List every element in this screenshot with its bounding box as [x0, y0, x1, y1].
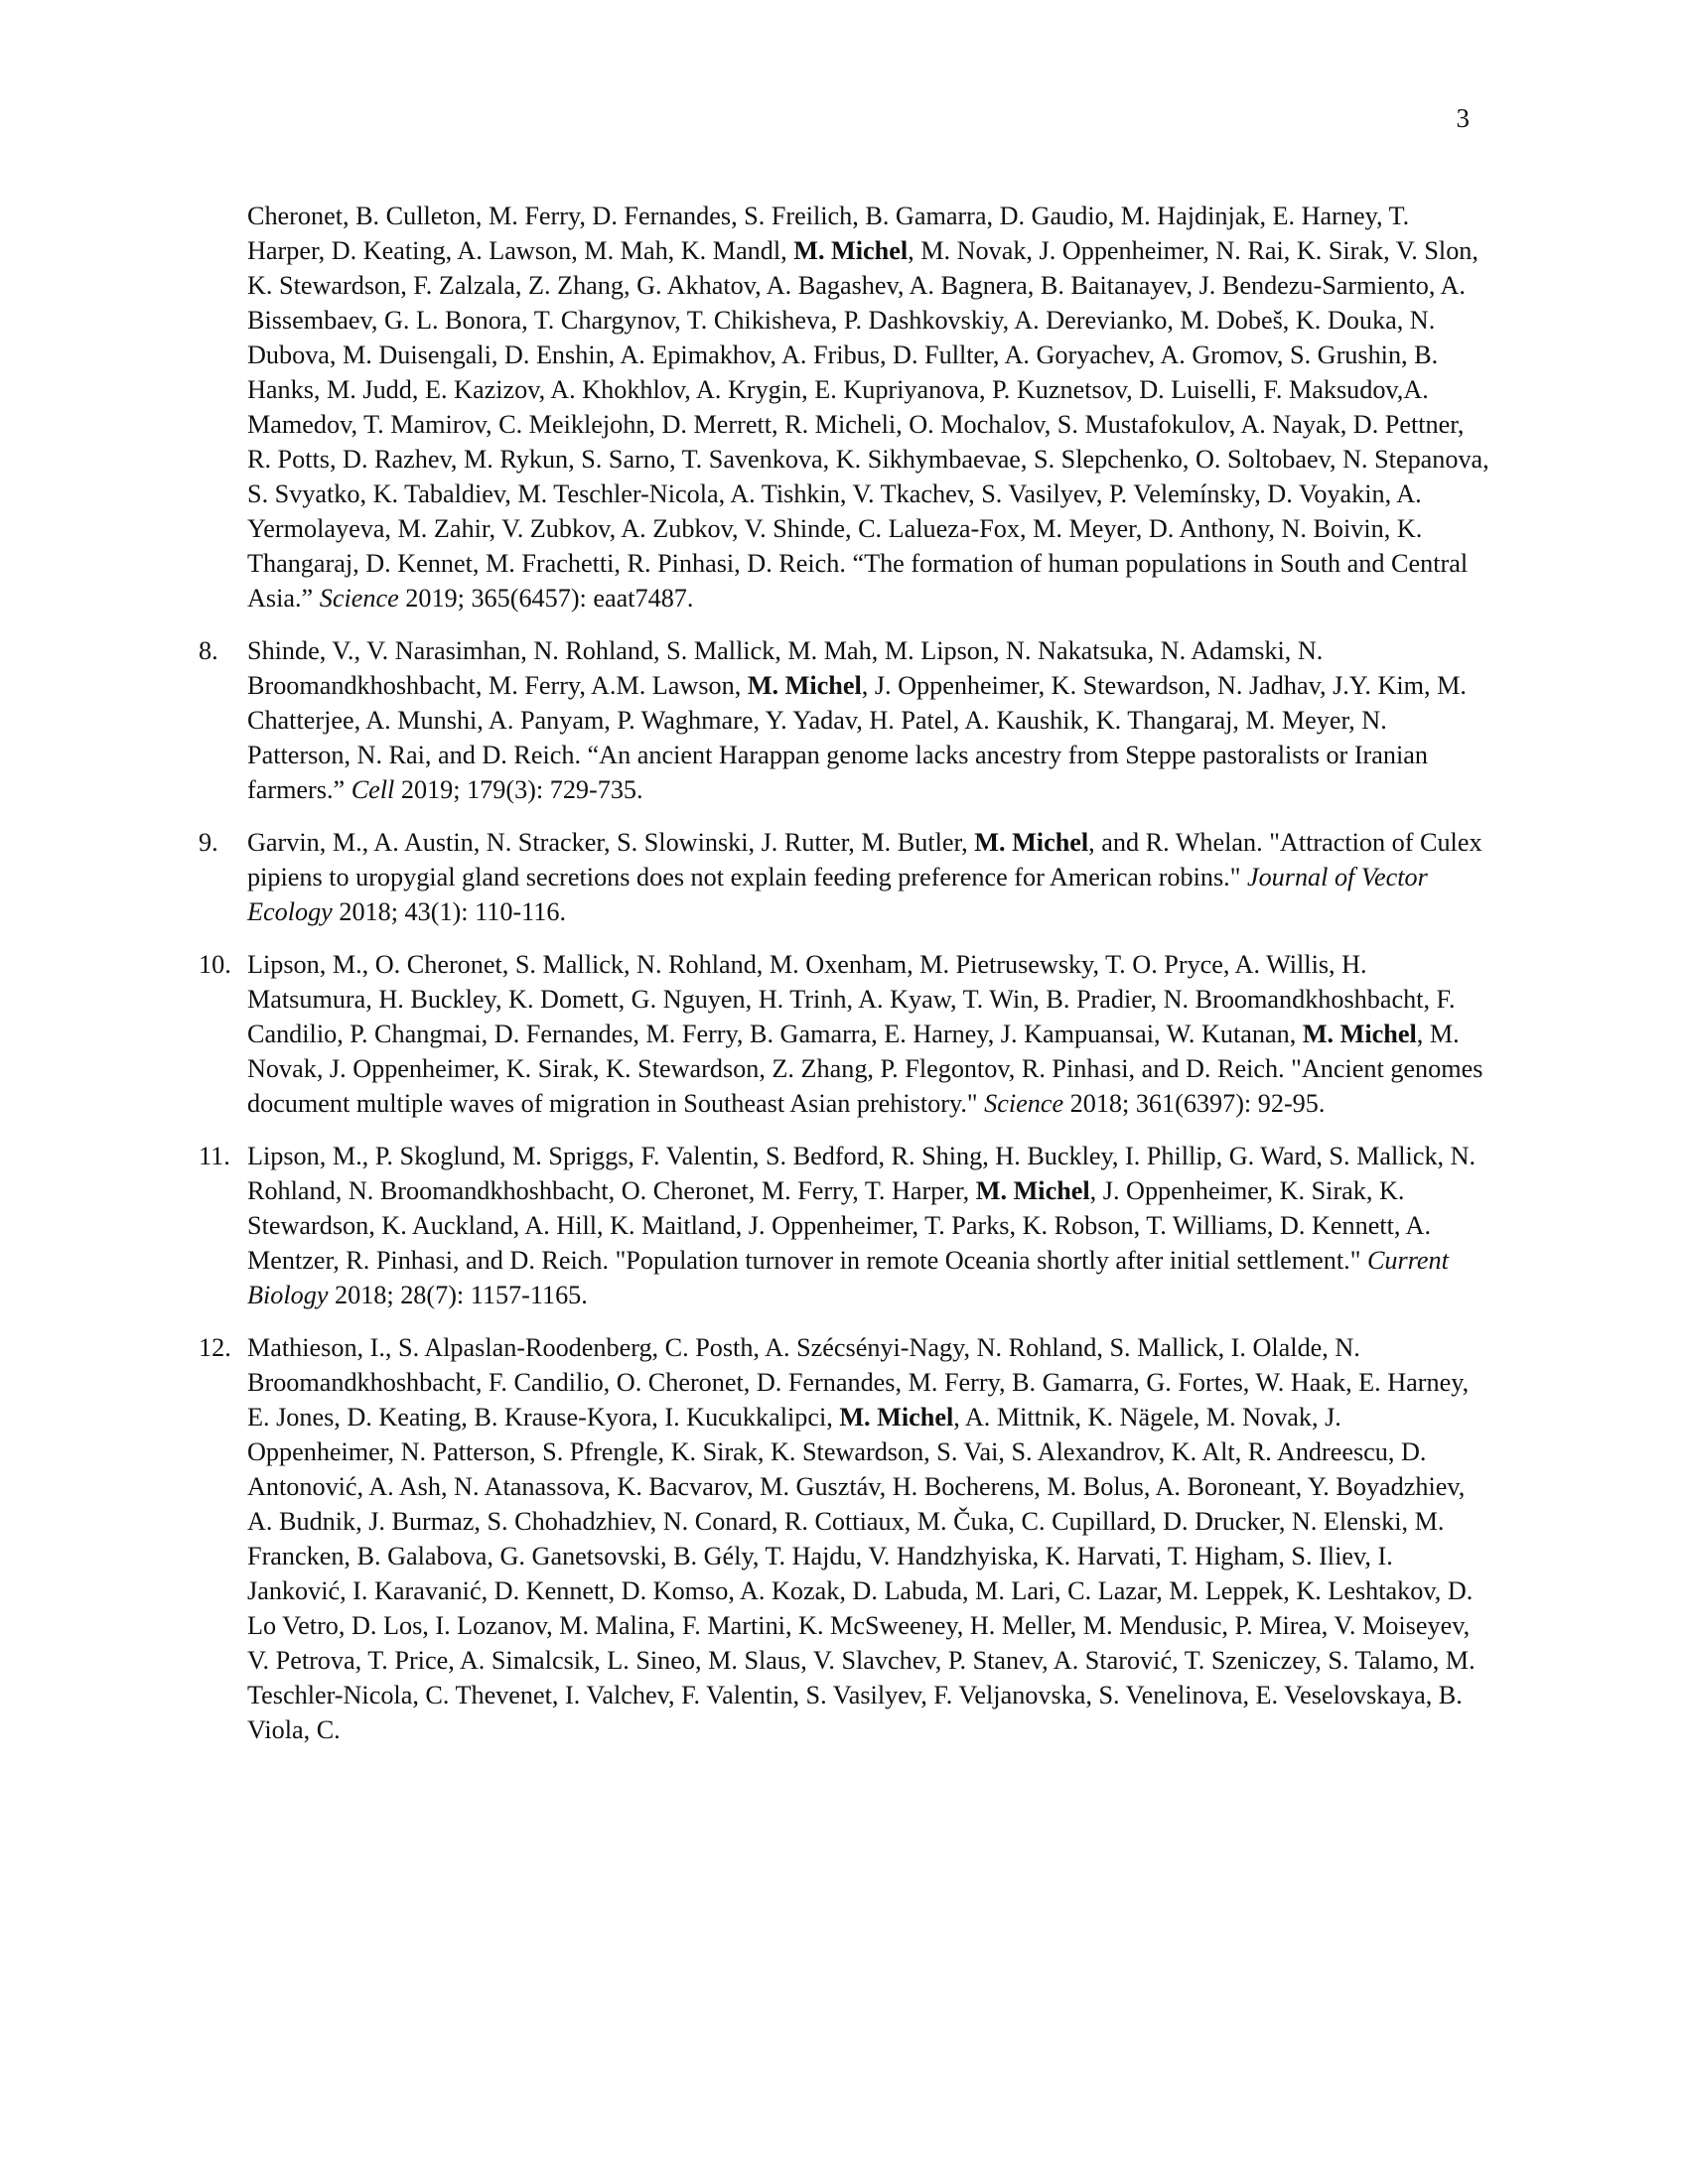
- page-number: 3: [1456, 103, 1470, 133]
- authors-after: , and R. Whelan. "Attraction of Culex pipiens to uropygial gland secretions does not explain feeding preference for American robins.": [247, 828, 1482, 891]
- authors-after: , M. Novak, J. Oppenheimer, K. Sirak, K. Stewardson, Z. Zhang, P. Flegontov, R. Pinhasi, and D. Reich. "Ancient genomes document multiple waves of migration in Southeast Asian prehistory.": [247, 1020, 1483, 1118]
- reference-number: 10.: [199, 950, 231, 979]
- citation-details: 2019; 179(3): 729-735.: [394, 775, 643, 804]
- citation-details: 2018; 43(1): 110-116.: [332, 897, 566, 926]
- journal-title: Science: [984, 1089, 1064, 1118]
- journal-title: Current Biology: [247, 1246, 1449, 1309]
- reference-number: 11.: [199, 1142, 230, 1170]
- reference-item: [199, 633, 1489, 807]
- highlighted-author: M. Michel: [793, 236, 909, 265]
- journal-title: Journal of Vector Ecology: [247, 863, 1428, 926]
- authors-after: , J. Oppenheimer, K. Sirak, K. Stewardson, K. Auckland, A. Hill, K. Maitland, J. Oppenheimer, T. Parks, K. Robson, T. Williams, D. Kennett, A. Mentzer, R. Pinhasi, and D. Reich. "Population turnover in remote Oceania shortly after initial settlement.": [247, 1176, 1431, 1275]
- authors-after: , M. Novak, J. Oppenheimer, N. Rai, K. Sirak, V. Slon, K. Stewardson, F. Zalzala, Z. Zhang, G. Akhatov, A. Bagashev, A. Bagnera, B. Baitanayev, J. Bendezu-Sarmiento, A. Bissembaev, G. L. Bonora, T. Chargynov, T. Chikisheva, P. Dashkovskiy, A. Derevianko, M. Dobeš, K. Douka, N. Dubova, M. Duisengali, D. Enshin, A. Epimakhov, A. Fribus, D. Fullter, A. Goryachev, A. Gromov, S. Grushin, B. Hanks, M. Judd, E. Kazizov, A. Khokhlov, A. Krygin, E. Kupriyanova, P. Kuznetsov, D. Luiselli, F. Maksudov,A. Mamedov, T. Mamirov, C. Meiklejohn, D. Merrett, R. Micheli, O. Mochalov, S. Mustafokulov, A. Nayak, D. Pettner, R. Potts, D. Razhev, M. Rykun, S. Sarno, T. Savenkova, K. Sikhymbaevae, S. Slepchenko, O. Soltobaev, N. Stepanova, S. Svyatko, K. Tabaldiev, M. Teschler-Nicola, A. Tishkin, V. Tkachev, S. Vasilyev, P. Velemínsky, D. Voyakin, A. Yermolayeva, M. Zahir, V. Zubkov, A. Zubkov, V. Shinde, C. Lalueza-Fox, M. Meyer, D. Anthony, N. Boivin, K. Thangaraj, D. Kennet, M. Frachetti, R. Pinhasi, D. Reich. “The formation of human populations in South and Central Asia.”: [247, 236, 1489, 613]
- journal-title: Science: [319, 584, 399, 613]
- reference-text: [247, 199, 1489, 615]
- reference-item: [199, 199, 1489, 615]
- reference-item: [199, 1330, 1489, 1747]
- authors-after: , J. Oppenheimer, K. Stewardson, N. Jadhav, J.Y. Kim, M. Chatterjee, A. Munshi, A. Panyam, P. Waghmare, Y. Yadav, H. Patel, A. Kaushik, K. Thangaraj, M. Meyer, N. Patterson, N. Rai, and D. Reich. “An ancient Harappan genome lacks ancestry from Steppe pastoralists or Iranian farmers.”: [247, 671, 1467, 804]
- authors-before: Lipson, M., P. Skoglund, M. Spriggs, F. Valentin, S. Bedford, R. Shing, H. Buckley, I. Phillip, G. Ward, S. Mallick, N. Rohland, N. Broomandkhoshbacht, O. Cheronet, M. Ferry, T. Harper,: [247, 1142, 1477, 1205]
- reference-item: [199, 825, 1489, 929]
- citation-details: 2018; 361(6397): 92-95.: [1063, 1089, 1326, 1118]
- reference-number: 12.: [199, 1333, 231, 1362]
- reference-number: 9.: [199, 828, 218, 857]
- highlighted-author: M. Michel: [974, 828, 1089, 857]
- reference-list: [199, 199, 1489, 1765]
- citation-details: 2019; 365(6457): eaat7487.: [398, 584, 694, 613]
- authors-before: Lipson, M., O. Cheronet, S. Mallick, N. Rohland, M. Oxenham, M. Pietrusewsky, T. O. Pryce, A. Willis, H. Matsumura, H. Buckley, K. Domett, G. Nguyen, H. Trinh, A. Kyaw, T. Win, B. Pradier, N. Broomandkhoshbacht, F. Candilio, P. Changmai, D. Fernandes, M. Ferry, B. Gamarra, E. Harney, J. Kampuansai, W. Kutanan,: [247, 950, 1456, 1048]
- highlighted-author: M. Michel: [1302, 1020, 1417, 1048]
- reference-text: [247, 1139, 1489, 1312]
- reference-text: [247, 947, 1489, 1121]
- highlighted-author: M. Michel: [839, 1403, 954, 1432]
- journal-title: Cell: [351, 775, 395, 804]
- reference-number: 8.: [199, 636, 218, 665]
- reference-item: [199, 947, 1489, 1121]
- authors-before: Cheronet, B. Culleton, M. Ferry, D. Fernandes, S. Freilich, B. Gamarra, D. Gaudio, M. Hajdinjak, E. Harney, T. Harper, D. Keating, A. Lawson, M. Mah, K. Mandl,: [247, 202, 1410, 265]
- authors-before: Shinde, V., V. Narasimhan, N. Rohland, S. Mallick, M. Mah, M. Lipson, N. Nakatsuka, N. Adamski, N. Broomandkhoshbacht, M. Ferry, A.M. Lawson,: [247, 636, 1324, 700]
- highlighted-author: M. Michel: [975, 1176, 1090, 1205]
- reference-text: [247, 633, 1489, 807]
- authors-after: , A. Mittnik, K. Nägele, M. Novak, J. Oppenheimer, N. Patterson, S. Pfrengle, K. Sirak, K. Stewardson, S. Vai, S. Alexandrov, K. Alt, R. Andreescu, D. Antonović, A. Ash, N. Atanassova, K. Bacvarov, M. Gusztáv, H. Bocherens, M. Bolus, A. Boroneant, Y. Boyadzhiev, A. Budnik, J. Burmaz, S. Chohadzhiev, N. Conard, R. Cottiaux, M. Čuka, C. Cupillard, D. Drucker, N. Elenski, M. Francken, B. Galabova, G. Ganetsovski, B. Gély, T. Hajdu, V. Handzhyiska, K. Harvati, T. Higham, S. Iliev, I. Janković, I. Karavanić, D. Kennett, D. Komso, A. Kozak, D. Labuda, M. Lari, C. Lazar, M. Leppek, K. Leshtakov, D. Lo Vetro, D. Los, I. Lozanov, M. Malina, F. Martini, K. McSweeney, H. Meller, M. Mendusic, P. Mirea, V. Moiseyev, V. Petrova, T. Price, A. Simalcsik, L. Sineo, M. Slaus, V. Slavchev, P. Stanev, A. Starović, T. Szeniczey, S. Talamo, M. Teschler-Nicola, C. Thevenet, I. Valchev, F. Valentin, S. Vasilyev, F. Veljanovska, S. Venelinova, E. Veselovskaya, B. Viola, C.: [247, 1403, 1476, 1744]
- authors-before: Mathieson, I., S. Alpaslan-Roodenberg, C. Posth, A. Szécsényi-Nagy, N. Rohland, S. Mallick, I. Olalde, N. Broomandkhoshbacht, F. Candilio, O. Cheronet, D. Fernandes, M. Ferry, B. Gamarra, G. Fortes, W. Haak, E. Harney, E. Jones, D. Keating, B. Krause-Kyora, I. Kucukkalipci,: [247, 1333, 1470, 1432]
- reference-text: [247, 1330, 1489, 1747]
- citation-details: 2018; 28(7): 1157-1165.: [328, 1281, 588, 1309]
- highlighted-author: M. Michel: [747, 671, 862, 700]
- reference-item: [199, 1139, 1489, 1312]
- reference-text: [247, 825, 1489, 929]
- authors-before: Garvin, M., A. Austin, N. Stracker, S. Slowinski, J. Rutter, M. Butler,: [247, 828, 975, 857]
